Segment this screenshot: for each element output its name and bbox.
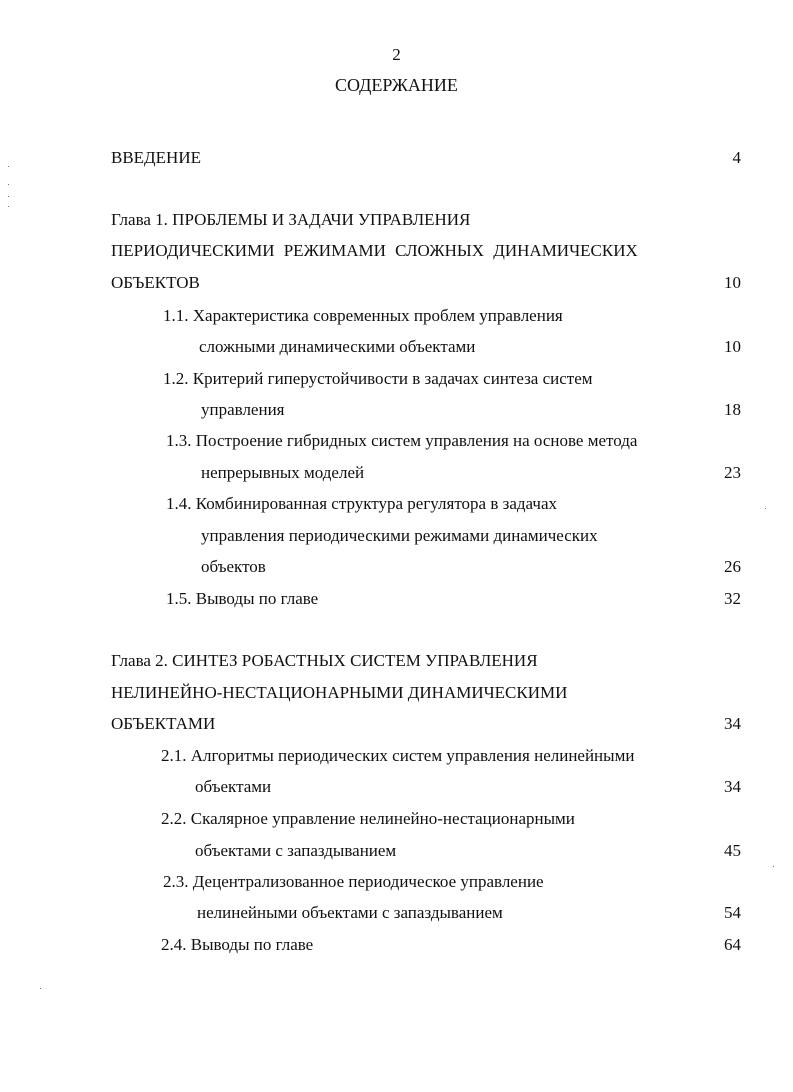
section-2-1-page: 34 (724, 777, 741, 796)
section-2-3-line-2: нелинейными объектами с запаздыванием (197, 903, 503, 922)
chapter-1-page: 10 (724, 273, 741, 292)
section-1-2-line-1: 1.2. Критерий гиперустойчивости в задачах синтеза систем (163, 369, 593, 388)
toc-intro-label: ВВЕДЕНИЕ (111, 148, 201, 167)
section-2-2-page: 45 (724, 841, 741, 860)
section-1-3-line-1: 1.3. Построение гибридных систем управления на основе метода (166, 431, 638, 450)
section-1-3-line-2: непрерывных моделей (201, 463, 365, 482)
page-number: 2 (392, 45, 401, 64)
section-2-4-page: 64 (724, 935, 741, 954)
section-1-3-page: 23 (724, 463, 741, 482)
page-title: СОДЕРЖАНИЕ (335, 75, 458, 95)
section-1-4-page: 26 (724, 557, 741, 576)
section-1-4-line-1: 1.4. Комбинированная структура регулятора в задачах (166, 494, 557, 513)
section-2-3-line-1: 2.3. Децентрализованное периодическое управление (163, 872, 544, 891)
section-1-1-page: 10 (724, 337, 741, 356)
section-1-2-line-2: управления (201, 400, 285, 419)
chapter-1-title-line-3: ОБЪЕКТОВ (111, 273, 200, 292)
section-1-5-page: 32 (724, 589, 741, 608)
section-2-1-line-2: объектами (195, 777, 272, 796)
section-1-1-line-2: сложными динамическими объектами (199, 337, 476, 356)
chapter-1-title-line-1: Глава 1. ПРОБЛЕМЫ И ЗАДАЧИ УПРАВЛЕНИЯ (111, 210, 471, 229)
chapter-2-page: 34 (724, 714, 741, 733)
section-2-1-line-1: 2.1. Алгоритмы периодических систем управления нелинейными (161, 746, 635, 765)
chapter-1-title-line-2: ПЕРИОДИЧЕСКИМИ РЕЖИМАМИ СЛОЖНЫХ ДИНАМИЧЕСКИХ (111, 241, 638, 260)
toc-intro-page: 4 (732, 148, 741, 167)
section-2-2-line-2: объектами с запаздыванием (195, 841, 397, 860)
section-2-3-page: 54 (724, 903, 741, 922)
section-1-2-page: 18 (724, 400, 741, 419)
section-2-4-line-1: 2.4. Выводы по главе (161, 935, 314, 954)
section-1-4-line-2: управления периодическими режимами динамических (201, 526, 598, 545)
section-1-5-line-1: 1.5. Выводы по главе (166, 589, 319, 608)
chapter-2-title-line-3: ОБЪЕКТАМИ (111, 714, 216, 733)
chapter-2-title-line-1: Глава 2. СИНТЕЗ РОБАСТНЫХ СИСТЕМ УПРАВЛЕНИЯ (111, 651, 538, 670)
chapter-2-title-line-2: НЕЛИНЕЙНО-НЕСТАЦИОНАРНЫМИ ДИНАМИЧЕСКИМИ (111, 683, 568, 702)
section-1-4-line-3: объектов (201, 557, 266, 576)
section-1-1-line-1: 1.1. Характеристика современных проблем управления (163, 306, 563, 325)
section-2-2-line-1: 2.2. Скалярное управление нелинейно-нестационарными (161, 809, 575, 828)
